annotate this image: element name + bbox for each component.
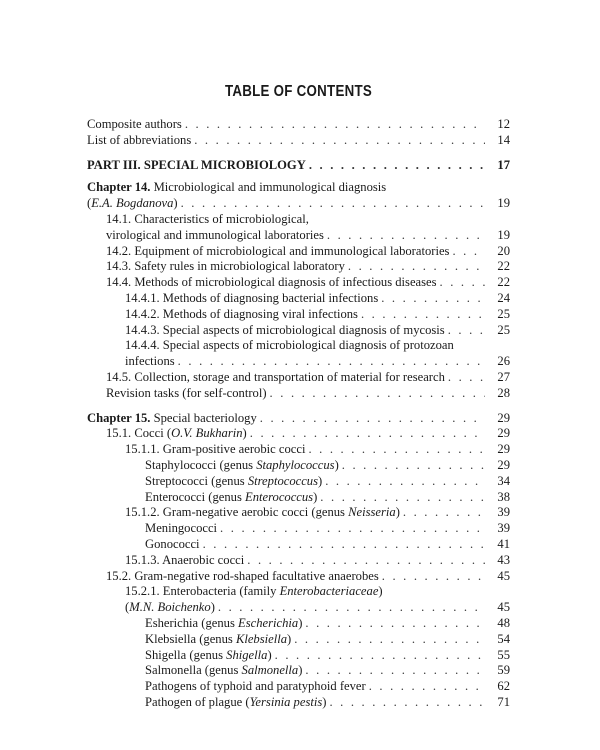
toc-entry-label xyxy=(125,323,445,339)
dot-leader xyxy=(270,386,485,402)
toc-entry-label xyxy=(87,196,178,212)
toc-entry-label xyxy=(145,474,322,490)
page-number: 12 xyxy=(497,117,510,131)
toc-entry-s14-4-4-line2[interactable] xyxy=(87,354,510,370)
dot-leader xyxy=(329,695,485,711)
dot-leader xyxy=(247,553,485,569)
dot-leader xyxy=(185,117,485,133)
toc-entry-enterococci[interactable] xyxy=(87,490,510,506)
toc-entry-label xyxy=(125,307,358,323)
text-run: PART III. SPECIAL MICROBIOLOGY xyxy=(87,157,306,172)
text-run: ) xyxy=(318,473,323,488)
toc-entry-s14-1-line2[interactable] xyxy=(87,228,510,244)
toc-entry-plague[interactable] xyxy=(87,695,510,711)
text-run: 14.5. Collection, storage and transportation of material for research xyxy=(106,369,445,384)
text-run: Special bacteriology xyxy=(150,410,257,425)
text-run: 14.4.1. Methods of diagnosing bacterial infections xyxy=(125,290,379,305)
toc-entry-s15-1-1[interactable] xyxy=(87,442,510,458)
toc-entry-label xyxy=(87,158,306,174)
page-number: 45 xyxy=(497,568,510,583)
dot-leader xyxy=(320,490,485,506)
toc-entry-label xyxy=(106,212,309,226)
page-number: 55 xyxy=(497,647,510,662)
toc-entry-s14-4-3[interactable] xyxy=(87,323,510,339)
toc-entry-part-3[interactable] xyxy=(87,158,510,174)
page-number: 19 xyxy=(497,196,510,211)
page-number: 29 xyxy=(497,426,510,441)
text-run: Gonococci xyxy=(145,536,200,551)
text-run: 14.2. Equipment of microbiological and immunological laboratories xyxy=(106,243,450,258)
text-run: 15.2.1. Enterobacteria (family xyxy=(125,584,280,599)
italic-text: E.A. Bogdanova xyxy=(91,196,174,211)
toc-entry-label xyxy=(145,695,326,711)
page-number: 28 xyxy=(497,385,510,400)
toc-entry-revision-14[interactable] xyxy=(87,386,510,402)
text-run: 14.1. Characteristics of microbiological, xyxy=(106,211,309,226)
toc-entry-streptococci[interactable] xyxy=(87,474,510,490)
italic-text: Shigella xyxy=(226,647,268,662)
dot-leader xyxy=(381,291,485,307)
italic-text: M.N. Boichenko xyxy=(129,600,211,615)
dot-leader xyxy=(218,600,485,616)
text-run: Enterococci (genus xyxy=(145,489,246,504)
text-run: Revision tasks (for self-control) xyxy=(106,385,267,400)
page-number: 14 xyxy=(497,132,510,147)
toc-entry-label xyxy=(125,354,175,370)
dot-leader xyxy=(403,505,485,521)
toc-entry-esherichia[interactable] xyxy=(87,616,510,632)
dot-leader xyxy=(361,307,485,323)
toc-entry-label xyxy=(106,426,247,442)
toc-entry-label xyxy=(145,521,217,537)
italic-text: Staphylococcus xyxy=(256,457,335,472)
text-run: infections xyxy=(125,354,175,369)
toc-entry-klebsiella[interactable] xyxy=(87,632,510,648)
italic-text: Salmonella xyxy=(241,663,299,678)
toc-list xyxy=(87,117,510,711)
text-run: Composite authors xyxy=(87,117,182,131)
text-run: 14.4. Methods of microbiological diagnosis of infectious diseases xyxy=(106,275,437,290)
page-number: 39 xyxy=(497,505,510,520)
toc-entry-s14-1-line1[interactable] xyxy=(87,212,510,228)
dot-leader xyxy=(250,426,485,442)
page-number: 54 xyxy=(497,631,510,646)
text-run: ) xyxy=(322,694,327,709)
page-number: 71 xyxy=(497,694,510,709)
page-number: 25 xyxy=(497,306,510,321)
text-run: Pathogens of typhoid and paratyphoid fever xyxy=(145,679,366,694)
toc-entry-label xyxy=(145,648,272,664)
text-run: ) xyxy=(378,584,383,599)
toc-entry-label xyxy=(106,259,345,275)
toc-entry-s15-2-1-line1[interactable] xyxy=(87,584,510,600)
text-run: Pathogen of plague ( xyxy=(145,694,250,709)
text-run: ) xyxy=(267,647,272,662)
toc-entry-s14-3[interactable] xyxy=(87,259,510,275)
text-run: ) xyxy=(173,196,178,211)
dot-leader xyxy=(309,158,485,174)
page-number: 43 xyxy=(497,552,510,567)
toc-entry-s15-1-2[interactable] xyxy=(87,505,510,521)
toc-entry-gonococci[interactable] xyxy=(87,537,510,553)
text-run: List of abbreviations xyxy=(87,132,192,147)
italic-text: Klebsiella xyxy=(235,631,288,646)
toc-entry-s15-2[interactable] xyxy=(87,569,510,585)
page-number: 24 xyxy=(497,290,510,305)
toc-entry-label xyxy=(125,505,400,521)
toc-entry-label xyxy=(145,458,339,474)
toc-entry-label xyxy=(87,133,191,149)
italic-text: Streptococcus xyxy=(247,473,319,488)
toc-entry-label xyxy=(106,569,379,585)
page-number: 22 xyxy=(497,275,510,290)
toc-entry-label xyxy=(106,228,324,244)
text-run: ) xyxy=(242,426,247,441)
text-run: 15.1.3. Anaerobic cocci xyxy=(125,552,245,567)
toc-entry-chapter-14-line1[interactable] xyxy=(87,180,510,196)
text-run: ( xyxy=(125,600,130,615)
bold-text: Chapter 14. xyxy=(87,180,151,195)
toc-entry-label xyxy=(145,616,302,632)
text-run: Shigella (genus xyxy=(145,647,227,662)
dot-leader xyxy=(178,354,485,370)
page-number: 34 xyxy=(497,473,510,488)
text-run: 15.1. Cocci ( xyxy=(106,426,172,441)
text-run: 14.4.4. Special aspects of microbiological diagnosis of protozoan xyxy=(125,338,454,353)
toc-entry-s15-1-3[interactable] xyxy=(87,553,510,569)
toc-entry-salmonella[interactable] xyxy=(87,663,510,679)
toc-entry-s15-1[interactable] xyxy=(87,426,510,442)
text-run: ) xyxy=(210,600,215,615)
italic-text: Enterococcus xyxy=(245,489,314,504)
page-number: 62 xyxy=(497,679,510,694)
toc-entry-label xyxy=(145,490,317,506)
page-number: 20 xyxy=(497,243,510,258)
text-run: 15.2. Gram-negative rod-shaped facultative anaerobes xyxy=(106,568,379,583)
toc-entry-label xyxy=(125,584,383,598)
toc-entry-label xyxy=(145,679,366,695)
toc-entry-chapter-14-line2[interactable] xyxy=(87,196,510,212)
text-run: ( xyxy=(87,196,92,211)
text-run: 15.1.2. Gram-negative aerobic cocci (genus xyxy=(125,505,349,520)
page-title: TABLE OF CONTENTS xyxy=(224,83,373,100)
text-run: ) xyxy=(334,457,339,472)
text-run: ) xyxy=(298,663,303,678)
italic-text: Neisseria xyxy=(348,505,396,520)
dot-leader xyxy=(294,632,485,648)
dot-leader xyxy=(448,323,485,339)
page-number: 29 xyxy=(497,410,510,425)
toc-entry-meningococci[interactable] xyxy=(87,521,510,537)
toc-entry-label xyxy=(125,338,454,352)
page-number: 26 xyxy=(497,354,510,369)
page-number: 29 xyxy=(497,457,510,472)
text-run: Salmonella (genus xyxy=(145,663,242,678)
text-run: ) xyxy=(395,505,400,520)
dot-leader xyxy=(308,442,485,458)
toc-entry-label xyxy=(106,244,449,260)
toc-entry-label xyxy=(145,632,291,648)
toc-entry-label xyxy=(125,442,305,458)
dot-leader xyxy=(327,228,485,244)
text-run: 14.3. Safety rules in microbiological laboratory xyxy=(106,259,345,274)
toc-entry-chapter-15[interactable] xyxy=(87,411,510,427)
toc-entry-s14-2[interactable] xyxy=(87,244,510,260)
text-run: 14.4.2. Methods of diagnosing viral infections xyxy=(125,306,358,321)
italic-text: Escherichia xyxy=(238,615,299,630)
toc-entry-typhoid[interactable] xyxy=(87,679,510,695)
toc-entry-label xyxy=(87,117,182,133)
text-run: Microbiological and immunological diagnosis xyxy=(150,180,387,195)
dot-leader xyxy=(260,411,485,427)
dot-leader xyxy=(305,663,485,679)
page-number: 39 xyxy=(497,521,510,536)
toc-entry-s14-4[interactable] xyxy=(87,275,510,291)
toc-entry-label xyxy=(87,411,257,427)
dot-leader xyxy=(194,133,485,149)
text-run: 14.4.3. Special aspects of microbiological diagnosis of mycosis xyxy=(125,322,445,337)
text-run: Klebsiella (genus xyxy=(145,631,236,646)
toc-entry-label xyxy=(145,663,302,679)
page-number: 38 xyxy=(497,489,510,504)
toc-entry-s14-4-4-line1[interactable] xyxy=(87,338,510,354)
page-number: 41 xyxy=(497,536,510,551)
text-run: ) xyxy=(313,489,318,504)
text-run: Streptococci (genus xyxy=(145,473,248,488)
page-number: 19 xyxy=(497,227,510,242)
page-number: 25 xyxy=(497,322,510,337)
page-number: 29 xyxy=(497,442,510,457)
dot-leader xyxy=(203,537,485,553)
toc-entry-label xyxy=(87,180,386,194)
toc-entry-staphylococci[interactable] xyxy=(87,458,510,474)
italic-text: O.V. Bukharin xyxy=(171,426,243,441)
dot-leader xyxy=(275,648,485,664)
text-run: Meningococci xyxy=(145,521,218,536)
italic-text: Enterobacteriaceae xyxy=(279,584,379,599)
toc-entry-label xyxy=(125,291,378,307)
text-run: 15.1.1. Gram-positive aerobic cocci xyxy=(125,442,306,457)
toc-entry-label xyxy=(145,537,200,553)
page-number: 27 xyxy=(497,369,510,384)
toc-entry-s15-2-1-line2[interactable] xyxy=(87,600,510,616)
page-number: 59 xyxy=(497,663,510,678)
dot-leader xyxy=(448,370,485,386)
page-number: 48 xyxy=(497,615,510,630)
toc-entry-label xyxy=(106,386,267,402)
toc-entry-list-of-abbreviations[interactable] xyxy=(87,133,510,149)
dot-leader xyxy=(348,259,485,275)
bold-text: Chapter 15. xyxy=(87,410,151,425)
toc-entry-composite-authors[interactable] xyxy=(87,117,510,133)
dot-leader xyxy=(369,679,485,695)
dot-leader xyxy=(220,521,485,537)
text-run: Esherichia (genus xyxy=(145,615,239,630)
dot-leader xyxy=(440,275,485,291)
dot-leader xyxy=(305,616,485,632)
dot-leader xyxy=(325,474,485,490)
italic-text: Yersinia pestis xyxy=(249,694,323,709)
toc-entry-s14-4-1[interactable] xyxy=(87,291,510,307)
toc-entry-label xyxy=(125,600,215,616)
page-number: 22 xyxy=(497,259,510,274)
text-run: ) xyxy=(287,631,292,646)
toc-page xyxy=(87,82,510,711)
toc-entry-label xyxy=(125,553,244,569)
toc-entry-label xyxy=(106,370,445,386)
dot-leader xyxy=(452,244,485,260)
page-number: 45 xyxy=(497,600,510,615)
text-run: ) xyxy=(298,615,303,630)
toc-entry-s14-5[interactable] xyxy=(87,370,510,386)
page-number: 17 xyxy=(497,157,510,172)
toc-entry-shigella[interactable] xyxy=(87,648,510,664)
dot-leader xyxy=(342,458,485,474)
dot-leader xyxy=(181,196,485,212)
toc-entry-s14-4-2[interactable] xyxy=(87,307,510,323)
text-run: Staphylococci (genus xyxy=(145,457,257,472)
toc-entry-label xyxy=(106,275,437,291)
text-run: virological and immunological laboratories xyxy=(106,227,324,242)
dot-leader xyxy=(382,569,485,585)
